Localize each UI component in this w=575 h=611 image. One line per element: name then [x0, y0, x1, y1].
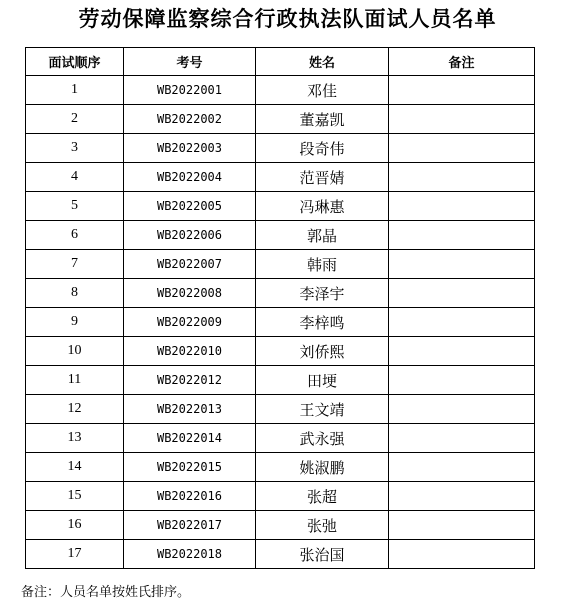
table-row — [26, 134, 535, 163]
cell-interview-order: 5 — [26, 192, 124, 221]
cell-remarks — [389, 395, 535, 424]
cell-exam-number: WB2022014 — [124, 424, 256, 453]
cell-interview-order: 8 — [26, 279, 124, 308]
cell-exam-number: WB2022009 — [124, 308, 256, 337]
cell-exam-number: WB2022004 — [124, 163, 256, 192]
cell-name: 张弛 — [256, 511, 389, 540]
table-row — [26, 221, 535, 250]
cell-interview-order: 4 — [26, 163, 124, 192]
cell-exam-number: WB2022012 — [124, 366, 256, 395]
cell-name: 姚淑鹏 — [256, 453, 389, 482]
cell-name: 武永强 — [256, 424, 389, 453]
cell-name: 邓佳 — [256, 76, 389, 105]
cell-interview-order: 13 — [26, 424, 124, 453]
cell-name: 董嘉凯 — [256, 105, 389, 134]
cell-remarks — [389, 308, 535, 337]
cell-name: 刘侨熙 — [256, 337, 389, 366]
table-row — [26, 76, 535, 105]
table-row — [26, 540, 535, 569]
cell-remarks — [389, 424, 535, 453]
cell-remarks — [389, 453, 535, 482]
cell-interview-order: 7 — [26, 250, 124, 279]
cell-name: 李梓鸣 — [256, 308, 389, 337]
cell-name: 张超 — [256, 482, 389, 511]
header-exam-number: 考号 — [124, 48, 256, 76]
cell-interview-order: 2 — [26, 105, 124, 134]
document-title: 劳动保障监察综合行政执法队面试人员名单 — [78, 6, 497, 31]
table-row — [26, 308, 535, 337]
cell-remarks — [389, 163, 535, 192]
cell-remarks — [389, 279, 535, 308]
table-row — [26, 482, 535, 511]
cell-interview-order: 10 — [26, 337, 124, 366]
cell-interview-order: 11 — [26, 366, 124, 395]
cell-remarks — [389, 221, 535, 250]
cell-remarks — [389, 192, 535, 221]
header-interview-order: 面试顺序 — [26, 48, 124, 76]
cell-name: 范晋婧 — [256, 163, 389, 192]
cell-name: 王文靖 — [256, 395, 389, 424]
cell-exam-number: WB2022013 — [124, 395, 256, 424]
cell-remarks — [389, 511, 535, 540]
table-row — [26, 511, 535, 540]
cell-remarks — [389, 250, 535, 279]
cell-interview-order: 17 — [26, 540, 124, 569]
cell-interview-order: 14 — [26, 453, 124, 482]
interview-roster-table — [25, 47, 535, 569]
cell-remarks — [389, 134, 535, 163]
table-body — [26, 76, 535, 569]
table-row — [26, 163, 535, 192]
table-header-row — [26, 48, 535, 76]
header-remarks: 备注 — [389, 48, 535, 76]
cell-remarks — [389, 366, 535, 395]
cell-remarks — [389, 76, 535, 105]
table-row — [26, 250, 535, 279]
cell-interview-order: 12 — [26, 395, 124, 424]
table-row — [26, 366, 535, 395]
cell-name: 张治国 — [256, 540, 389, 569]
cell-remarks — [389, 540, 535, 569]
cell-exam-number: WB2022010 — [124, 337, 256, 366]
cell-interview-order: 3 — [26, 134, 124, 163]
table-row — [26, 337, 535, 366]
cell-name: 郭晶 — [256, 221, 389, 250]
cell-interview-order: 16 — [26, 511, 124, 540]
cell-name: 段奇伟 — [256, 134, 389, 163]
cell-exam-number: WB2022018 — [124, 540, 256, 569]
cell-exam-number: WB2022002 — [124, 105, 256, 134]
cell-exam-number: WB2022003 — [124, 134, 256, 163]
footnote: 备注：人员名单按姓氏排序。 — [21, 585, 191, 600]
table-row — [26, 192, 535, 221]
cell-interview-order: 1 — [26, 76, 124, 105]
cell-exam-number: WB2022006 — [124, 221, 256, 250]
cell-exam-number: WB2022016 — [124, 482, 256, 511]
cell-interview-order: 9 — [26, 308, 124, 337]
cell-exam-number: WB2022017 — [124, 511, 256, 540]
cell-exam-number: WB2022007 — [124, 250, 256, 279]
cell-exam-number: WB2022015 — [124, 453, 256, 482]
cell-name: 李泽宇 — [256, 279, 389, 308]
cell-exam-number: WB2022005 — [124, 192, 256, 221]
cell-remarks — [389, 482, 535, 511]
cell-exam-number: WB2022001 — [124, 76, 256, 105]
cell-interview-order: 6 — [26, 221, 124, 250]
cell-remarks — [389, 105, 535, 134]
table-row — [26, 424, 535, 453]
table-row — [26, 395, 535, 424]
cell-name: 冯琳惠 — [256, 192, 389, 221]
cell-remarks — [389, 337, 535, 366]
cell-exam-number: WB2022008 — [124, 279, 256, 308]
table-row — [26, 279, 535, 308]
table-row — [26, 453, 535, 482]
cell-name: 韩雨 — [256, 250, 389, 279]
table-row — [26, 105, 535, 134]
cell-interview-order: 15 — [26, 482, 124, 511]
header-name: 姓名 — [256, 48, 389, 76]
cell-name: 田埂 — [256, 366, 389, 395]
